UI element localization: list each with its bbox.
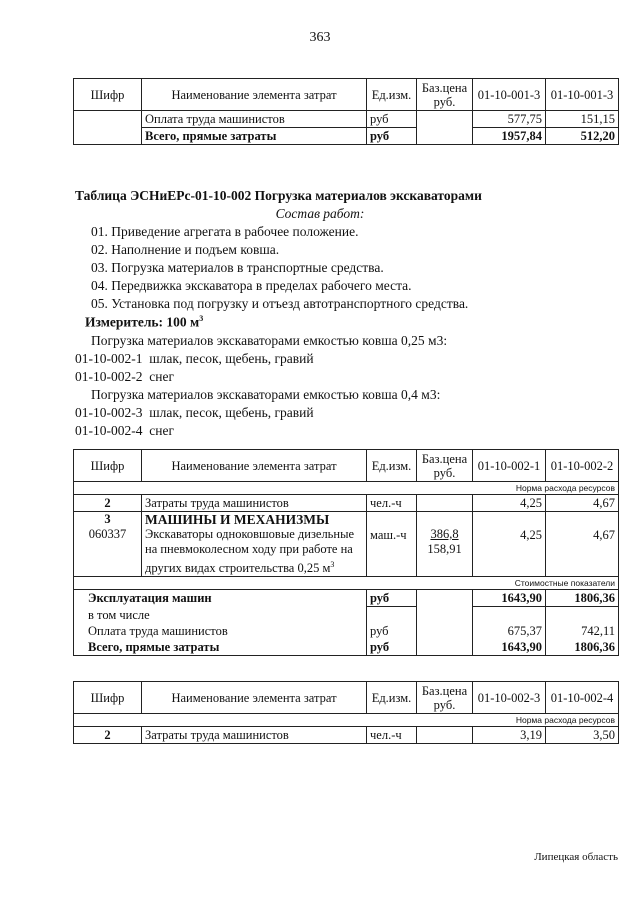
header-base-price: Баз.цена руб.	[417, 682, 473, 714]
list-item: 01-10-002-4 снег	[75, 423, 174, 438]
header-base-price: Баз.цена руб.	[417, 450, 473, 482]
row-value2: 151,15	[546, 111, 619, 128]
group-label: Погрузка материалов экскаваторами емкостью ковша 0,4 м3:	[91, 387, 441, 402]
norm-label: Норма расхода ресурсов	[74, 482, 619, 495]
work-step: 05. Установка под погрузку и отъезд автотранспортного средства.	[91, 296, 469, 311]
table-row	[74, 495, 619, 512]
work-step: 01. Приведение агрегата в рабочее положение.	[91, 224, 359, 239]
header-col1: 01-10-002-3	[473, 682, 546, 714]
row-value1: 1643,90	[473, 590, 546, 607]
row-value2: 1806,36	[546, 639, 619, 656]
row-value1: 1957,84	[473, 128, 546, 145]
row-unit: чел.-ч	[367, 727, 417, 744]
row-value1: 3,19	[473, 727, 546, 744]
header-col2: 01-10-001-3	[546, 79, 619, 111]
row-value2: 4,67	[546, 512, 619, 577]
row-code: 3 060337	[74, 512, 142, 577]
work-step: 03. Погрузка материалов в транспортные средства.	[91, 260, 384, 275]
header-unit: Ед.изм.	[367, 79, 417, 111]
row-name: Всего, прямые затраты	[142, 128, 367, 145]
section-subtitle: Состав работ:	[275, 206, 365, 221]
table-row	[74, 639, 619, 656]
resource-table-2	[73, 681, 619, 744]
group-label: Погрузка материалов экскаваторами емкостью ковша 0,25 м3:	[91, 333, 448, 348]
list-item: 01-10-002-2 снег	[75, 369, 174, 384]
row-unit: руб	[367, 128, 417, 145]
header-col2: 01-10-002-4	[546, 682, 619, 714]
section-title: Таблица ЭСНиЕРс-01-10-002 Погрузка материалов экскаваторами	[75, 188, 482, 203]
header-unit: Ед.изм.	[367, 450, 417, 482]
row-name: Эксплуатация машин	[74, 590, 367, 607]
list-item: 01-10-002-3 шлак, песок, щебень, гравий	[75, 405, 314, 420]
header-col1: 01-10-001-3	[473, 79, 546, 111]
row-name: в том числе	[74, 607, 367, 623]
row-code: 2	[74, 727, 142, 744]
row-value2: 3,50	[546, 727, 619, 744]
table-row	[74, 623, 619, 639]
table-row	[74, 111, 619, 128]
table-row	[74, 727, 619, 744]
row-value1: 1643,90	[473, 639, 546, 656]
row-name: Оплата труда машинистов	[142, 111, 367, 128]
row-name: МАШИНЫ И МЕХАНИЗМЫ Экскаваторы одноковшовые дизельные на пневмоколесном ходу при работе на других видах строительства 0,25 $м^3$	[142, 512, 367, 577]
row-name: Затраты труда машинистов	[142, 495, 367, 512]
header-code: Шифр	[74, 79, 142, 111]
table-row	[74, 590, 619, 607]
table-row	[74, 128, 619, 145]
row-value2: 4,67	[546, 495, 619, 512]
footer-region: Липецкая область	[534, 851, 618, 863]
row-value1: 675,37	[473, 623, 546, 639]
row-value2: 742,11	[546, 623, 619, 639]
header-code: Шифр	[74, 682, 142, 714]
row-unit: руб	[367, 111, 417, 128]
table-row	[74, 512, 619, 577]
work-step: 02. Наполнение и подъем ковша.	[91, 242, 280, 257]
measure: Измеритель: 100 $м^3$	[85, 314, 204, 330]
norm-label: Норма расхода ресурсов	[74, 714, 619, 727]
header-name: Наименование элемента затрат	[142, 450, 367, 482]
row-code: 2	[74, 495, 142, 512]
header-code: Шифр	[74, 450, 142, 482]
cost-label: Стоимостные показатели	[74, 577, 619, 590]
row-name: Всего, прямые затраты	[74, 639, 367, 656]
row-unit: маш.-ч	[367, 512, 417, 577]
row-unit: руб	[367, 639, 417, 656]
header-unit: Ед.изм.	[367, 682, 417, 714]
row-unit: чел.-ч	[367, 495, 417, 512]
row-unit: руб	[367, 590, 417, 607]
row-value1: 577,75	[473, 111, 546, 128]
list-item: 01-10-002-1 шлак, песок, щебень, гравий	[75, 351, 314, 366]
resource-table-1	[73, 449, 619, 656]
row-name: Затраты труда машинистов	[142, 727, 367, 744]
table-continuation	[73, 78, 619, 145]
header-name: Наименование элемента затрат	[142, 682, 367, 714]
row-price: 386,8 158,91	[417, 512, 473, 577]
row-value2: 512,20	[546, 128, 619, 145]
header-name: Наименование элемента затрат	[142, 79, 367, 111]
page-number: 363	[309, 30, 331, 45]
work-step: 04. Передвижка экскаватора в пределах рабочего места.	[91, 278, 412, 293]
row-value1: 4,25	[473, 495, 546, 512]
row-value2: 1806,36	[546, 590, 619, 607]
header-base-price: Баз.цена руб.	[417, 79, 473, 111]
row-unit: руб	[367, 623, 417, 639]
table-row	[74, 607, 619, 623]
row-name: Оплата труда машинистов	[74, 623, 367, 639]
row-value1: 4,25	[473, 512, 546, 577]
header-col2: 01-10-002-2	[546, 450, 619, 482]
header-col1: 01-10-002-1	[473, 450, 546, 482]
